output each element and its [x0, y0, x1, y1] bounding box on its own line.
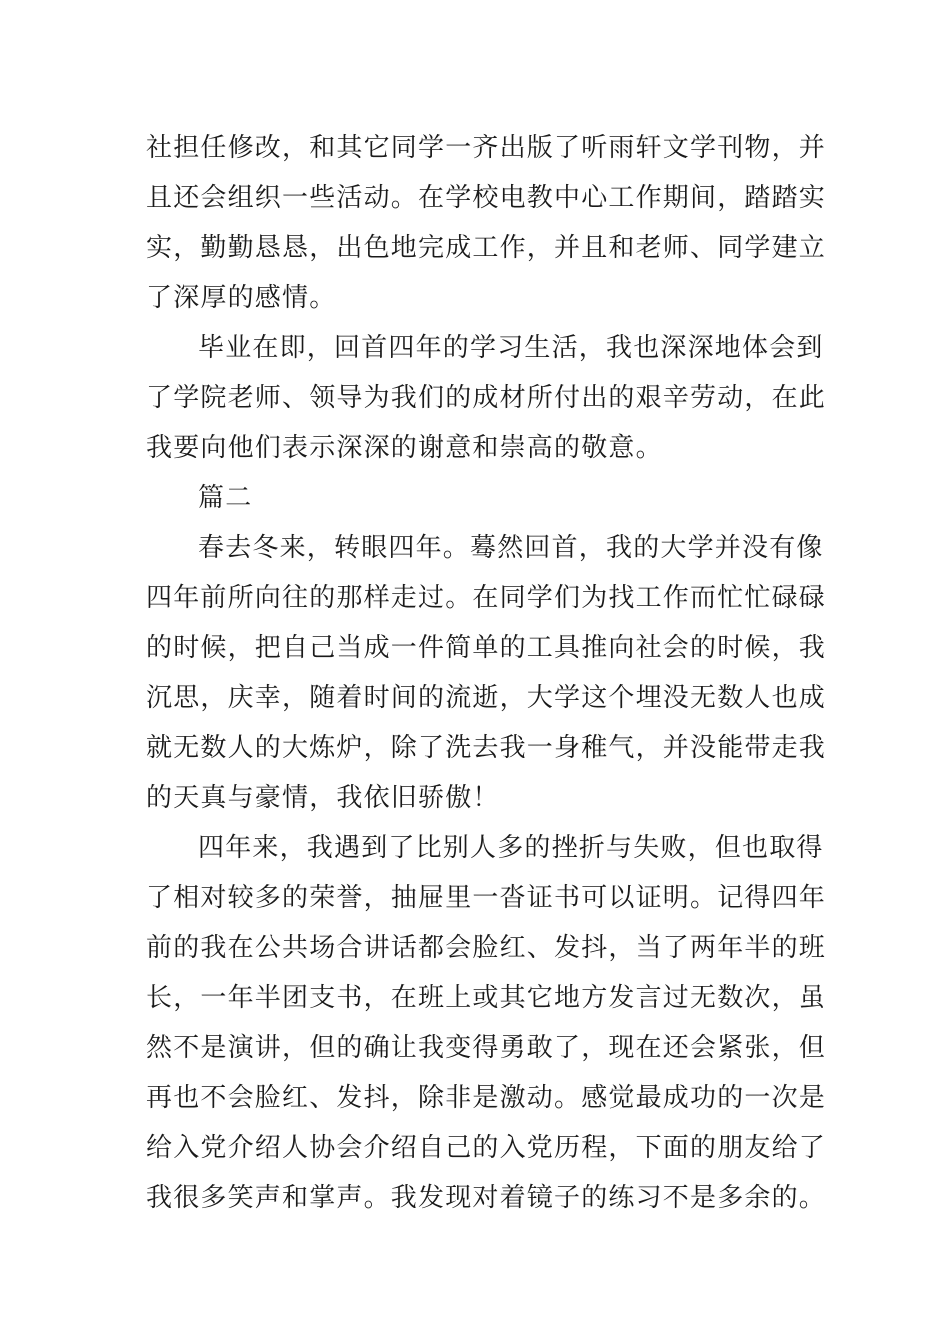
text-line: 长，一年半团支书，在班上或其它地方发言过无数次，虽 — [146, 983, 827, 1013]
text-line: 且还会组织一些活动。在学校电教中心工作期间，踏踏实 — [146, 183, 827, 213]
text-line: 给入党介绍人协会介绍自己的入党历程，下面的朋友给了 — [146, 1133, 827, 1163]
text-line: 然不是演讲，但的确让我变得勇敢了，现在还会紧张，但 — [146, 1033, 827, 1063]
text-line: 社担任修改，和其它同学一齐出版了听雨轩文学刊物，并 — [146, 133, 827, 163]
text-line: 沉思，庆幸，随着时间的流逝，大学这个埋没无数人也成 — [146, 683, 827, 713]
text-line: 四年前所向往的那样走过。在同学们为找工作而忙忙碌碌 — [146, 583, 827, 613]
text-line: 了深厚的感情。 — [146, 283, 337, 313]
text-line: 四年来，我遇到了比别人多的挫折与失败，但也取得 — [198, 833, 824, 863]
text-line: 了相对较多的荣誉，抽屉里一沓证书可以证明。记得四年 — [146, 883, 827, 913]
text-line: 春去冬来，转眼四年。蓦然回首，我的大学并没有像 — [198, 533, 824, 563]
text-line: 就无数人的大炼炉，除了洗去我一身稚气，并没能带走我 — [146, 733, 827, 763]
text-line: 我很多笑声和掌声。我发现对着镜子的练习不是多余的。 — [146, 1183, 827, 1213]
text-line: 我要向他们表示深深的谢意和崇高的敬意。 — [146, 433, 663, 463]
text-line: 的天真与豪情，我依旧骄傲！ — [146, 783, 500, 813]
text-line: 毕业在即，回首四年的学习生活，我也深深地体会到 — [198, 333, 824, 363]
text-line: 了学院老师、领导为我们的成材所付出的艰辛劳动，在此 — [146, 383, 827, 413]
text-line: 的时候，把自己当成一件简单的工具推向社会的时候，我 — [146, 633, 827, 663]
section-heading: 篇二 — [198, 483, 253, 513]
text-line: 实，勤勤恳恳，出色地完成工作，并且和老师、同学建立 — [146, 233, 827, 263]
text-line: 再也不会脸红、发抖，除非是激动。感觉最成功的一次是 — [146, 1083, 827, 1113]
text-line: 前的我在公共场合讲话都会脸红、发抖，当了两年半的班 — [146, 933, 827, 963]
